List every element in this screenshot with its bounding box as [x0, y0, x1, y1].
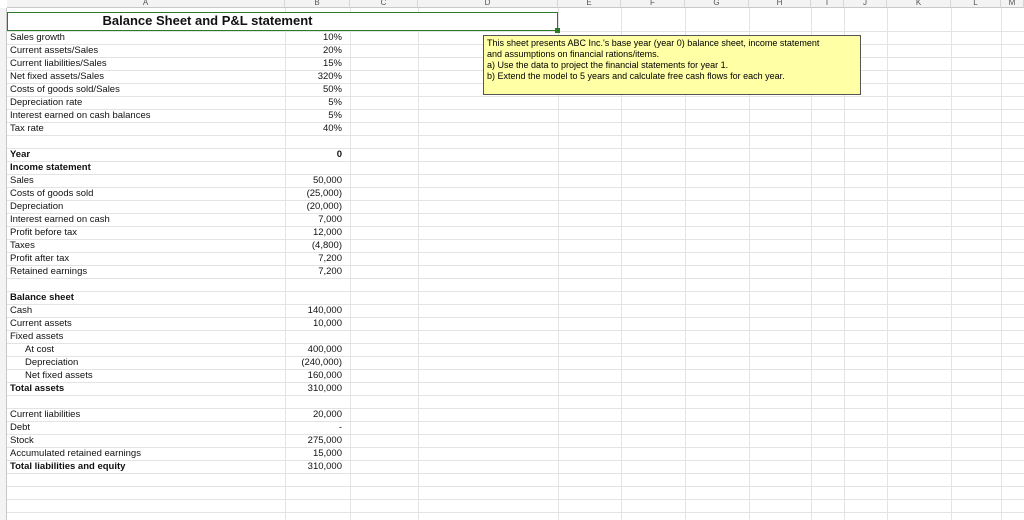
gridline — [1001, 8, 1002, 520]
gridline — [7, 356, 1024, 357]
column-header-h[interactable]: H — [749, 0, 811, 8]
row-number-gutter[interactable] — [0, 8, 7, 520]
liability-row-label[interactable]: Stock — [10, 435, 34, 446]
liability-row-label[interactable]: Accumulated retained earnings — [10, 448, 141, 459]
gridline — [7, 499, 1024, 500]
column-header-g[interactable]: G — [685, 0, 749, 8]
gridline — [7, 330, 1024, 331]
column-header-b[interactable]: B — [285, 0, 350, 8]
income-row-label[interactable]: Profit before tax — [10, 227, 78, 238]
assumption-value[interactable]: 50% — [322, 84, 342, 95]
liability-row-value[interactable]: 15,000 — [312, 448, 342, 459]
column-header-k[interactable]: K — [887, 0, 951, 8]
income-row-value[interactable]: (20,000) — [306, 201, 342, 212]
income-row-label[interactable]: Taxes — [10, 240, 35, 251]
gridline — [418, 8, 419, 520]
income-row-label[interactable]: Sales — [10, 175, 34, 186]
gridline — [7, 421, 1024, 422]
fill-handle[interactable] — [555, 28, 560, 33]
gridline — [7, 434, 1024, 435]
total-liabilities-label[interactable]: Total liabilities and equity — [10, 461, 126, 472]
gridline — [7, 317, 1024, 318]
income-statement-heading[interactable]: Income statement — [10, 162, 91, 173]
total-liabilities-value[interactable]: 310,000 — [307, 461, 342, 472]
assumption-label[interactable]: Net fixed assets/Sales — [10, 71, 104, 82]
column-header-f[interactable]: F — [621, 0, 685, 8]
gridline — [7, 291, 1024, 292]
balance-row-label[interactable]: Current assets — [10, 318, 72, 329]
assumption-label[interactable]: Tax rate — [10, 123, 44, 134]
gridline — [7, 174, 1024, 175]
balance-row-value[interactable]: 140,000 — [307, 305, 342, 316]
income-row-label[interactable]: Retained earnings — [10, 266, 88, 277]
income-row-value[interactable]: 7,200 — [318, 266, 342, 277]
gridline — [7, 278, 1024, 279]
balance-row-value[interactable]: 160,000 — [307, 370, 342, 381]
gridline — [7, 187, 1024, 188]
column-header-c[interactable]: C — [350, 0, 418, 8]
assumption-label[interactable]: Interest earned on cash balances — [10, 110, 151, 121]
liability-row-value[interactable]: 275,000 — [307, 435, 342, 446]
total-assets-value[interactable]: 310,000 — [307, 383, 342, 394]
income-row-value[interactable]: 50,000 — [312, 175, 342, 186]
balance-row-label[interactable]: Depreciation — [25, 357, 79, 368]
balance-row-value[interactable]: 10,000 — [312, 318, 342, 329]
instructions-note[interactable] — [483, 35, 861, 95]
column-header-l[interactable]: L — [951, 0, 1001, 8]
sheet-title-cell[interactable]: Balance Sheet and P&L statement — [7, 12, 558, 31]
gridline — [7, 252, 1024, 253]
gridline — [7, 460, 1024, 461]
gridline — [7, 408, 1024, 409]
income-row-value[interactable]: (4,800) — [311, 240, 342, 251]
gridline — [7, 395, 1024, 396]
gridline — [7, 382, 1024, 383]
gridline — [7, 304, 1024, 305]
assumption-value[interactable]: 15% — [322, 58, 342, 69]
income-row-value[interactable]: 7,000 — [318, 214, 342, 225]
gridline — [7, 122, 1024, 123]
gridline — [7, 265, 1024, 266]
gridline — [7, 343, 1024, 344]
balance-row-label[interactable]: Fixed assets — [10, 331, 64, 342]
assumption-label[interactable]: Current assets/Sales — [10, 45, 99, 56]
income-row-value[interactable]: 12,000 — [312, 227, 342, 238]
gridline — [7, 148, 1024, 149]
note-line: This sheet presents ABC Inc.'s base year (year 0) balance sheet, income statement — [487, 38, 820, 48]
liability-row-value[interactable]: 20,000 — [312, 409, 342, 420]
assumption-value[interactable]: 320% — [317, 71, 342, 82]
gridline — [7, 200, 1024, 201]
gridline — [350, 8, 351, 520]
note-line: b) Extend the model to 5 years and calculate free cash flows for each year. — [487, 71, 785, 81]
column-header-e[interactable]: E — [558, 0, 621, 8]
balance-row-value[interactable]: 400,000 — [307, 344, 342, 355]
liability-row-label[interactable]: Current liabilities — [10, 409, 81, 420]
assumption-label[interactable]: Current liabilities/Sales — [10, 58, 107, 69]
year-value[interactable]: 0 — [336, 149, 342, 160]
assumption-label[interactable]: Sales growth — [10, 32, 65, 43]
gridline — [7, 135, 1024, 136]
balance-row-label[interactable]: Cash — [10, 305, 33, 316]
income-row-label[interactable]: Costs of goods sold — [10, 188, 94, 199]
gridline — [887, 8, 888, 520]
column-header-d[interactable]: D — [418, 0, 558, 8]
assumption-value[interactable]: 5% — [328, 110, 342, 121]
gridline — [7, 31, 1024, 32]
gridline — [7, 96, 1024, 97]
column-header-i[interactable]: I — [811, 0, 844, 8]
liability-row-label[interactable]: Debt — [10, 422, 31, 433]
balance-row-label[interactable]: At cost — [25, 344, 55, 355]
note-line: and assumptions on financial rations/items. — [487, 49, 660, 59]
gridline — [7, 473, 1024, 474]
income-row-label[interactable]: Profit after tax — [10, 253, 70, 264]
gridline — [7, 486, 1024, 487]
income-row-label[interactable]: Depreciation — [10, 201, 64, 212]
year-label[interactable]: Year — [10, 149, 31, 160]
balance-sheet-heading[interactable]: Balance sheet — [10, 292, 74, 303]
assumption-label[interactable]: Depreciation rate — [10, 97, 83, 108]
balance-row-value[interactable]: (240,000) — [301, 357, 342, 368]
gridline — [7, 369, 1024, 370]
column-header-j[interactable]: J — [844, 0, 887, 8]
total-assets-label[interactable]: Total assets — [10, 383, 65, 394]
income-row-value[interactable]: 7,200 — [318, 253, 342, 264]
column-header-m[interactable]: M — [1001, 0, 1024, 8]
gridline — [7, 512, 1024, 513]
assumption-value[interactable]: 40% — [322, 123, 342, 134]
liability-row-value[interactable]: - — [338, 422, 342, 433]
gridline — [7, 213, 1024, 214]
balance-row-label[interactable]: Net fixed assets — [25, 370, 93, 381]
note-line: a) Use the data to project the financial statements for year 1. — [487, 60, 729, 70]
assumption-value[interactable]: 10% — [322, 32, 342, 43]
gridline — [7, 447, 1024, 448]
assumption-label[interactable]: Costs of goods sold/Sales — [10, 84, 120, 95]
assumption-value[interactable]: 20% — [322, 45, 342, 56]
gridline — [951, 8, 952, 520]
assumption-value[interactable]: 5% — [328, 97, 342, 108]
income-row-value[interactable]: (25,000) — [306, 188, 342, 199]
income-row-label[interactable]: Interest earned on cash — [10, 214, 110, 225]
gridline — [7, 239, 1024, 240]
gridline — [7, 161, 1024, 162]
gridline — [7, 226, 1024, 227]
gridline — [7, 109, 1024, 110]
column-header-a[interactable]: A — [7, 0, 285, 8]
